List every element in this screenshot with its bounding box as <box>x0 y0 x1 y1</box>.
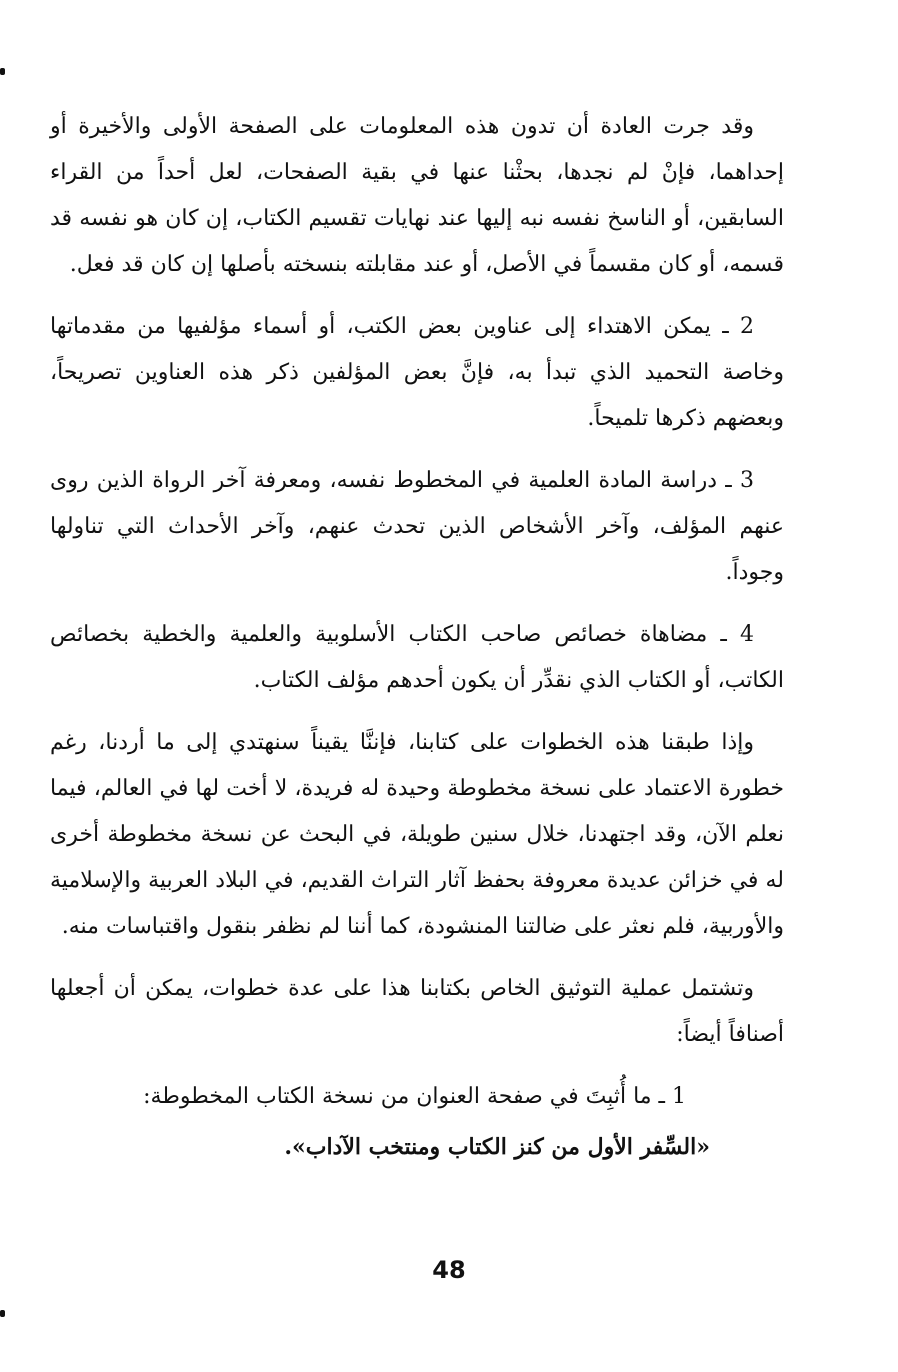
item-heading: 1 ـ ما أُثبِتَ في صفحة العنوان من نسخة الكتاب المخطوطة: <box>143 1084 686 1109</box>
book-title-line: «السِّفر الأول من كنز الكتاب ومنتخب الآداب». <box>284 1134 710 1160</box>
paragraph-4: 4 ـ مضاهاة خصائص صاحب الكتاب الأسلوبية والعلمية والخطية بخصائص الكاتب، أو الكتاب الذي نقدِّر أن يكون أحدهم مؤلف الكتاب. <box>50 622 784 693</box>
paragraph-6: وتشتمل عملية التوثيق الخاص بكتابنا هذا على عدة خطوات، يمكن أن أجعلها أصنافاً أيضاً: <box>50 976 784 1047</box>
paragraph-1: وقد جرت العادة أن تدون هذه المعلومات على الصفحة الأولى والأخيرة أو إحداهما، فإنْ لم نجدها، بحثْنا عنها في بقية الصفحات، لعل أحداً من القراء السابقين، أو الناسخ نفسه نبه إليها عند نهايات تقسيم الكتاب، إن كان هو نفسه قد قسمه، أو كان مقسماً في الأصل، أو عند مقابلته بنسخته بأصلها إن كان قد فعل. <box>50 114 784 277</box>
paragraph-5: وإذا طبقنا هذه الخطوات على كتابنا، فإننَّا يقيناً سنهتدي إلى ما أردنا، رغم خطورة الاعتماد على نسخة مخطوطة وحيدة له فريدة، لا أخت لها في العالم، فيما نعلم الآن، وقد اجتهدنا، خلال سنين طويلة، في البحث عن نسخة مخطوطة أخرى له في خزائن عديدة معروفة بحفظ آثار التراث القديم، في البلاد العربية والإسلامية والأوربية، فلم نعثر على ضالتنا المنشودة، كما أننا لم نظفر بنقول واقتباسات منه. <box>50 730 784 939</box>
scan-mark-top <box>0 68 5 75</box>
paragraph-2: 2 ـ يمكن الاهتداء إلى عناوين بعض الكتب، أو أسماء مؤلفيها من مقدماتها وخاصة التحميد الذي تبدأ به، فإنَّ بعض المؤلفين ذكر هذه العناوين تصريحاً، وبعضهم ذكرها تلميحاً. <box>50 314 784 431</box>
paragraph-3: 3 ـ دراسة المادة العلمية في المخطوط نفسه، ومعرفة آخر الرواة الذين روى عنهم المؤلف، وآخر الأشخاص الذين تحدث عنهم، وآخر الأحداث التي تناولها وجوداً. <box>50 468 784 585</box>
page-number: 48 <box>432 1256 466 1284</box>
scan-mark-bottom <box>0 1310 5 1317</box>
page-body <box>50 104 784 1170</box>
